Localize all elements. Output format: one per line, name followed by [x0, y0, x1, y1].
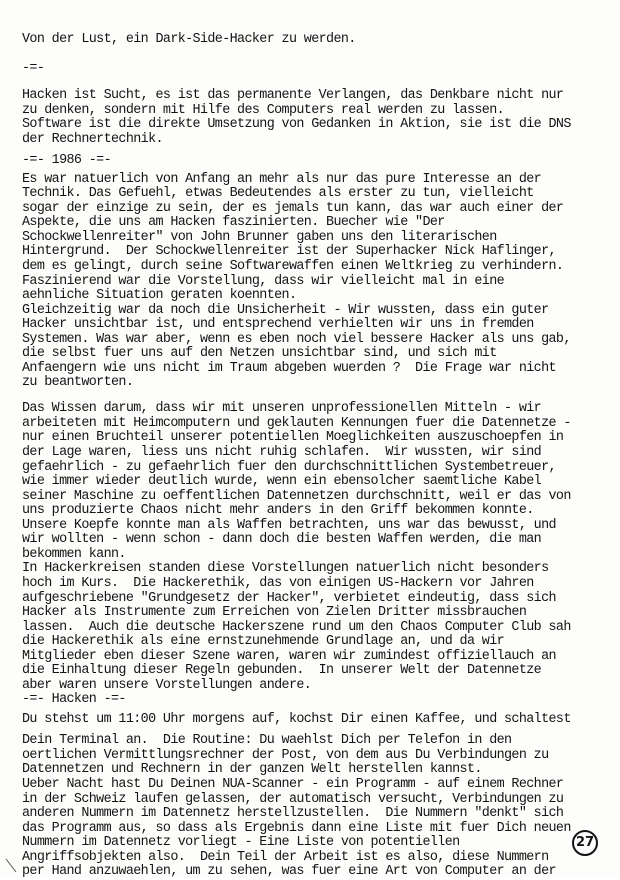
section-separator: -=- [22, 61, 45, 76]
text-line: lassen. Auch die deutsche Hackerszene rund um den Chaos Computer Club sah [22, 620, 571, 635]
text-line: Ueber Nacht hast Du Deinen NUA-Scanner - ein Programm - auf einem Rechner [22, 777, 564, 792]
text-line: dem es gelingt, durch seine Softwarewaffen einen Weltkrieg zu verhindern. [22, 259, 564, 274]
text-line: Hacken ist Sucht, es ist das permanente Verlangen, das Denkbare nicht nur [22, 88, 564, 103]
text-line: Software ist die direkte Umsetzung von Gedanken in Aktion, sie ist die DNS [22, 117, 571, 132]
text-line: aufgeschriebene "Grundgesetz der Hacker", verbietet eindeutig, dass sich [22, 591, 556, 606]
text-line: aber waren unsere Vorstellungen andere. [22, 678, 312, 693]
text-line: Nummern im Datennetz vorliegt - Eine Liste von potentiellen [22, 835, 460, 850]
text-line: wir wollten - wenn schon - dann doch die besten Waffen werden, die man [22, 532, 542, 547]
text-line: die Einhaltung dieser Regeln gebunden. In unserer Welt der Datennetze [22, 663, 542, 678]
section-heading: Du stehst um 11:00 Uhr morgens auf, kochst Dir einen Kaffee, und schaltest [22, 712, 571, 727]
text-line: zu denken, sondern mit Hilfe des Computers real werden zu lassen. [22, 103, 505, 118]
text-line: Aspekte, die uns am Hacken faszinierten. Buecher wie "Der [22, 215, 445, 230]
document-title: Von der Lust, ein Dark-Side-Hacker zu werden. [22, 32, 356, 47]
text-line: aehnliche Situation geraten koennten. [22, 288, 297, 303]
text-line: der Rechnertechnik. [22, 132, 163, 147]
text-line: in der Schweiz laufen gelassen, der automatisch versucht, Verbindungen zu [22, 792, 564, 807]
section-heading: -=- 1986 -=- [22, 153, 111, 168]
text-line: sogar der einzige zu sein, der es jemals tun kann, das war auch einer der [22, 201, 564, 216]
text-line: bekommen kann. [22, 547, 126, 562]
text-line: die Hackerethik als eine ernstzunehmende Grundlage an, und da wir [22, 634, 505, 649]
text-line: uns produzierte Chaos nicht mehr anders in den Griff bekommen konnte. [22, 503, 534, 518]
text-line: Unsere Koepfe konnte man als Waffen betrachten, uns war das bewusst, und [22, 518, 556, 533]
text-line: Anfaengern wie uns nicht im Traum abgeben wuerden ? Die Frage war nicht [22, 361, 556, 376]
text-line: Hacker als Instrumente zum Erreichen von Zielen Dritter missbrauchen [22, 605, 527, 620]
text-line: Dein Terminal an. Die Routine: Du waehlst Dich per Telefon in den [22, 733, 512, 748]
text-line: Mitglieder eben dieser Szene waren, waren wir zumindest offiziellauch an [22, 649, 556, 664]
text-line: Gleichzeitig war da noch die Unsicherheit - Wir wussten, dass ein guter [22, 303, 549, 318]
text-line: die selbst fuer uns auf den Netzen unsichtbar sind, und sich mit [22, 346, 497, 361]
text-line: Das Wissen darum, dass wir mit unseren unprofessionellen Mitteln - wir [22, 401, 542, 416]
text-line: Es war natuerlich von Anfang an mehr als nur das pure Interesse an der [22, 172, 542, 187]
text-line: gefaehrlich - zu gefaehrlich fuer den durchschnittlichen Systembetreuer, [22, 460, 556, 475]
text-line: In Hackerkreisen standen diese Vorstellungen natuerlich nicht besonders [22, 561, 549, 576]
text-line: seiner Maschine zu oeffentlichen Datennetzen durchschnitt, weil er das von [22, 489, 571, 504]
text-line: per Hand anzuwaehlen, um zu sehen, was fuer eine Art von Computer an der [22, 864, 556, 879]
text-line: das Programm aus, so dass als Ergebnis dann eine Liste mit fuer Dich neuen [22, 821, 571, 836]
text-line: oertlichen Vermittlungsrechner der Post, von dem aus Du Verbindungen zu [22, 748, 549, 763]
text-line: Faszinierend war die Vorstellung, dass wir vielleicht mal in eine [22, 274, 505, 289]
pen-mark-icon [4, 858, 18, 874]
text-line: der Lage waren, liess uns nicht ruhig schlafen. Wir wussten, wir sind [22, 445, 542, 460]
text-line: nur einen Bruchteil unserer potentiellen Moeglichkeiten auszuschoepfen in [22, 430, 564, 445]
page-number-stamp: 27 [572, 830, 598, 856]
text-line: Hacker unsichtbar ist, und entsprechend verhielten wir uns in fremden [22, 317, 534, 332]
text-line: Schockwellenreiter" von John Brunner gaben uns den literarischen [22, 230, 497, 245]
text-line: Datennetzen und Rechnern in der ganzen Welt herstellen kannst. [22, 762, 482, 777]
text-line: hoch im Kurs. Die Hackerethik, das von einigen US-Hackern vor Jahren [22, 576, 534, 591]
text-line: Technik. Das Gefuehl, etwas Bedeutendes als erster zu tun, vielleicht [22, 186, 534, 201]
text-line: Hintergrund. Der Schockwellenreiter ist der Superhacker Nick Haflinger, [22, 244, 556, 259]
text-line: Angriffsobjekten also. Dein Teil der Arbeit ist es also, diese Nummern [22, 850, 549, 865]
text-line: Systemen. Was war aber, wenn es eben noch viel bessere Hacker als uns gab, [22, 332, 571, 347]
text-line: -=- Hacken -=- [22, 692, 126, 707]
text-line: zu beantworten. [22, 375, 134, 390]
text-line: wie immer wieder deutlich wurde, wenn ein ebensolcher saemtliche Kabel [22, 474, 542, 489]
text-line: anderen Nummern im Datennetz herstellzustellen. Die Nummern "denkt" sich [22, 806, 564, 821]
text-line: arbeiteten mit Heimcomputern und geklauten Kennungen fuer die Datennetze - [22, 416, 571, 431]
